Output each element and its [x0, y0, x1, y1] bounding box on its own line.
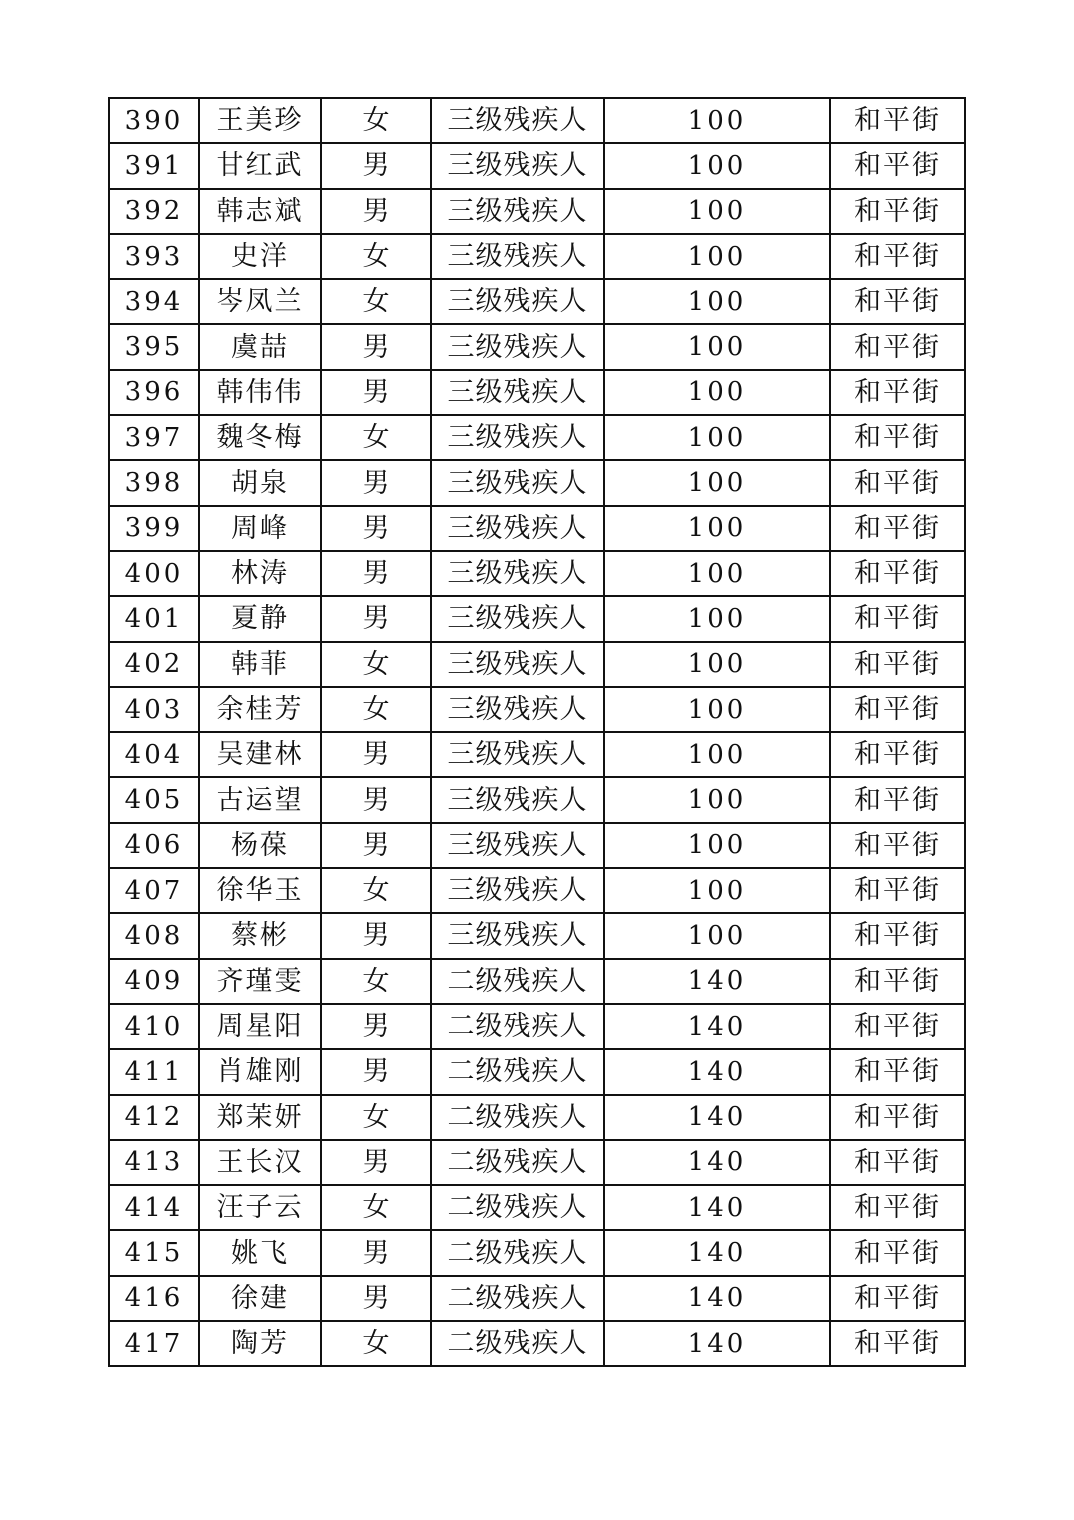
- table-row: [109, 777, 965, 822]
- amount-cell: 140: [604, 1049, 830, 1094]
- table-row: [109, 1140, 965, 1185]
- name-cell: 杨葆: [199, 823, 321, 868]
- name-cell: 齐瑾雯: [199, 959, 321, 1004]
- amount-cell: 100: [604, 415, 830, 460]
- row-number-cell: 397: [109, 415, 199, 460]
- name-cell: 周峰: [199, 506, 321, 551]
- table-row: [109, 687, 965, 732]
- area-cell: 和平街: [830, 1321, 965, 1366]
- table-row: [109, 823, 965, 868]
- area-cell: 和平街: [830, 98, 965, 143]
- row-number-cell: 392: [109, 189, 199, 234]
- disability-level-cell: 三级残疾人: [431, 551, 604, 596]
- name-cell: 蔡彬: [199, 913, 321, 958]
- amount-cell: 100: [604, 868, 830, 913]
- row-number-cell: 403: [109, 687, 199, 732]
- disability-level-cell: 三级残疾人: [431, 913, 604, 958]
- name-cell: 史洋: [199, 234, 321, 279]
- table-row: [109, 642, 965, 687]
- row-number-cell: 404: [109, 732, 199, 777]
- table-row: [109, 1004, 965, 1049]
- table-row: [109, 324, 965, 369]
- gender-cell: 女: [321, 868, 431, 913]
- name-cell: 肖雄刚: [199, 1049, 321, 1094]
- disability-level-cell: 三级残疾人: [431, 324, 604, 369]
- disability-level-cell: 三级残疾人: [431, 143, 604, 188]
- amount-cell: 100: [604, 777, 830, 822]
- gender-cell: 男: [321, 551, 431, 596]
- row-number-cell: 415: [109, 1230, 199, 1275]
- name-cell: 王美珍: [199, 98, 321, 143]
- table-row: [109, 460, 965, 505]
- area-cell: 和平街: [830, 642, 965, 687]
- gender-cell: 女: [321, 1321, 431, 1366]
- disability-level-cell: 二级残疾人: [431, 1095, 604, 1140]
- amount-cell: 100: [604, 551, 830, 596]
- table-row: [109, 234, 965, 279]
- amount-cell: 100: [604, 189, 830, 234]
- name-cell: 韩菲: [199, 642, 321, 687]
- gender-cell: 男: [321, 506, 431, 551]
- disability-level-cell: 三级残疾人: [431, 823, 604, 868]
- area-cell: 和平街: [830, 1230, 965, 1275]
- row-number-cell: 396: [109, 370, 199, 415]
- gender-cell: 男: [321, 1049, 431, 1094]
- area-cell: 和平街: [830, 415, 965, 460]
- amount-cell: 100: [604, 98, 830, 143]
- table-row: [109, 913, 965, 958]
- disability-level-cell: 三级残疾人: [431, 687, 604, 732]
- area-cell: 和平街: [830, 279, 965, 324]
- amount-cell: 140: [604, 1185, 830, 1230]
- area-cell: 和平街: [830, 234, 965, 279]
- name-cell: 郑茉妍: [199, 1095, 321, 1140]
- row-number-cell: 412: [109, 1095, 199, 1140]
- disability-level-cell: 二级残疾人: [431, 1140, 604, 1185]
- disability-level-cell: 二级残疾人: [431, 1004, 604, 1049]
- table-row: [109, 1276, 965, 1321]
- roster-table: [108, 97, 966, 1367]
- table-row: [109, 551, 965, 596]
- gender-cell: 男: [321, 777, 431, 822]
- disability-level-cell: 三级残疾人: [431, 777, 604, 822]
- row-number-cell: 413: [109, 1140, 199, 1185]
- amount-cell: 100: [604, 596, 830, 641]
- row-number-cell: 406: [109, 823, 199, 868]
- gender-cell: 男: [321, 143, 431, 188]
- name-cell: 岑凤兰: [199, 279, 321, 324]
- table-row: [109, 1321, 965, 1366]
- table-row: [109, 1185, 965, 1230]
- area-cell: 和平街: [830, 959, 965, 1004]
- amount-cell: 140: [604, 1321, 830, 1366]
- area-cell: 和平街: [830, 1140, 965, 1185]
- amount-cell: 100: [604, 324, 830, 369]
- gender-cell: 女: [321, 959, 431, 1004]
- disability-level-cell: 二级残疾人: [431, 959, 604, 1004]
- area-cell: 和平街: [830, 777, 965, 822]
- row-number-cell: 402: [109, 642, 199, 687]
- name-cell: 周星阳: [199, 1004, 321, 1049]
- amount-cell: 100: [604, 642, 830, 687]
- row-number-cell: 407: [109, 868, 199, 913]
- area-cell: 和平街: [830, 1095, 965, 1140]
- disability-level-cell: 三级残疾人: [431, 189, 604, 234]
- table-row: [109, 1230, 965, 1275]
- gender-cell: 男: [321, 596, 431, 641]
- row-number-cell: 390: [109, 98, 199, 143]
- row-number-cell: 401: [109, 596, 199, 641]
- gender-cell: 女: [321, 98, 431, 143]
- name-cell: 夏静: [199, 596, 321, 641]
- row-number-cell: 414: [109, 1185, 199, 1230]
- row-number-cell: 410: [109, 1004, 199, 1049]
- gender-cell: 女: [321, 415, 431, 460]
- disability-level-cell: 三级残疾人: [431, 732, 604, 777]
- row-number-cell: 398: [109, 460, 199, 505]
- amount-cell: 100: [604, 143, 830, 188]
- amount-cell: 100: [604, 460, 830, 505]
- table-row: [109, 1049, 965, 1094]
- area-cell: 和平街: [830, 189, 965, 234]
- gender-cell: 女: [321, 279, 431, 324]
- gender-cell: 男: [321, 324, 431, 369]
- row-number-cell: 400: [109, 551, 199, 596]
- gender-cell: 男: [321, 189, 431, 234]
- disability-level-cell: 二级残疾人: [431, 1321, 604, 1366]
- table-row: [109, 1095, 965, 1140]
- amount-cell: 100: [604, 913, 830, 958]
- roster-table-body: [109, 98, 965, 1366]
- amount-cell: 100: [604, 823, 830, 868]
- area-cell: 和平街: [830, 370, 965, 415]
- area-cell: 和平街: [830, 143, 965, 188]
- disability-level-cell: 三级残疾人: [431, 460, 604, 505]
- area-cell: 和平街: [830, 687, 965, 732]
- area-cell: 和平街: [830, 460, 965, 505]
- gender-cell: 男: [321, 823, 431, 868]
- name-cell: 韩伟伟: [199, 370, 321, 415]
- area-cell: 和平街: [830, 1276, 965, 1321]
- disability-level-cell: 三级残疾人: [431, 642, 604, 687]
- area-cell: 和平街: [830, 868, 965, 913]
- name-cell: 魏冬梅: [199, 415, 321, 460]
- name-cell: 余桂芳: [199, 687, 321, 732]
- area-cell: 和平街: [830, 1004, 965, 1049]
- row-number-cell: 393: [109, 234, 199, 279]
- table-row: [109, 596, 965, 641]
- gender-cell: 女: [321, 642, 431, 687]
- row-number-cell: 405: [109, 777, 199, 822]
- amount-cell: 140: [604, 1140, 830, 1185]
- gender-cell: 男: [321, 1230, 431, 1275]
- gender-cell: 男: [321, 370, 431, 415]
- row-number-cell: 411: [109, 1049, 199, 1094]
- disability-level-cell: 三级残疾人: [431, 596, 604, 641]
- amount-cell: 100: [604, 506, 830, 551]
- amount-cell: 100: [604, 732, 830, 777]
- disability-level-cell: 三级残疾人: [431, 868, 604, 913]
- name-cell: 徐建: [199, 1276, 321, 1321]
- area-cell: 和平街: [830, 596, 965, 641]
- row-number-cell: 394: [109, 279, 199, 324]
- name-cell: 姚飞: [199, 1230, 321, 1275]
- table-row: [109, 189, 965, 234]
- table-row: [109, 279, 965, 324]
- area-cell: 和平街: [830, 1185, 965, 1230]
- amount-cell: 140: [604, 1230, 830, 1275]
- name-cell: 韩志斌: [199, 189, 321, 234]
- name-cell: 甘红武: [199, 143, 321, 188]
- disability-level-cell: 二级残疾人: [431, 1230, 604, 1275]
- name-cell: 虞喆: [199, 324, 321, 369]
- name-cell: 陶芳: [199, 1321, 321, 1366]
- disability-level-cell: 三级残疾人: [431, 506, 604, 551]
- amount-cell: 140: [604, 1004, 830, 1049]
- disability-level-cell: 二级残疾人: [431, 1185, 604, 1230]
- disability-level-cell: 三级残疾人: [431, 279, 604, 324]
- gender-cell: 女: [321, 1185, 431, 1230]
- disability-level-cell: 三级残疾人: [431, 415, 604, 460]
- gender-cell: 男: [321, 1140, 431, 1185]
- gender-cell: 男: [321, 460, 431, 505]
- table-row: [109, 959, 965, 1004]
- disability-level-cell: 二级残疾人: [431, 1276, 604, 1321]
- name-cell: 徐华玉: [199, 868, 321, 913]
- table-row: [109, 370, 965, 415]
- disability-level-cell: 三级残疾人: [431, 370, 604, 415]
- gender-cell: 女: [321, 1095, 431, 1140]
- disability-level-cell: 三级残疾人: [431, 98, 604, 143]
- area-cell: 和平街: [830, 1049, 965, 1094]
- area-cell: 和平街: [830, 506, 965, 551]
- amount-cell: 140: [604, 959, 830, 1004]
- name-cell: 汪子云: [199, 1185, 321, 1230]
- amount-cell: 100: [604, 687, 830, 732]
- amount-cell: 100: [604, 234, 830, 279]
- disability-level-cell: 三级残疾人: [431, 234, 604, 279]
- gender-cell: 男: [321, 1004, 431, 1049]
- gender-cell: 男: [321, 1276, 431, 1321]
- row-number-cell: 416: [109, 1276, 199, 1321]
- name-cell: 古运望: [199, 777, 321, 822]
- name-cell: 吴建林: [199, 732, 321, 777]
- name-cell: 王长汉: [199, 1140, 321, 1185]
- table-row: [109, 98, 965, 143]
- name-cell: 胡泉: [199, 460, 321, 505]
- table-row: [109, 732, 965, 777]
- row-number-cell: 399: [109, 506, 199, 551]
- row-number-cell: 391: [109, 143, 199, 188]
- area-cell: 和平街: [830, 732, 965, 777]
- area-cell: 和平街: [830, 913, 965, 958]
- name-cell: 林涛: [199, 551, 321, 596]
- table-row: [109, 506, 965, 551]
- area-cell: 和平街: [830, 823, 965, 868]
- row-number-cell: 408: [109, 913, 199, 958]
- table-row: [109, 415, 965, 460]
- amount-cell: 100: [604, 370, 830, 415]
- row-number-cell: 417: [109, 1321, 199, 1366]
- area-cell: 和平街: [830, 551, 965, 596]
- table-row: [109, 868, 965, 913]
- gender-cell: 男: [321, 913, 431, 958]
- disability-level-cell: 二级残疾人: [431, 1049, 604, 1094]
- row-number-cell: 409: [109, 959, 199, 1004]
- table-row: [109, 143, 965, 188]
- row-number-cell: 395: [109, 324, 199, 369]
- amount-cell: 140: [604, 1095, 830, 1140]
- amount-cell: 100: [604, 279, 830, 324]
- gender-cell: 女: [321, 234, 431, 279]
- amount-cell: 140: [604, 1276, 830, 1321]
- gender-cell: 女: [321, 687, 431, 732]
- area-cell: 和平街: [830, 324, 965, 369]
- gender-cell: 男: [321, 732, 431, 777]
